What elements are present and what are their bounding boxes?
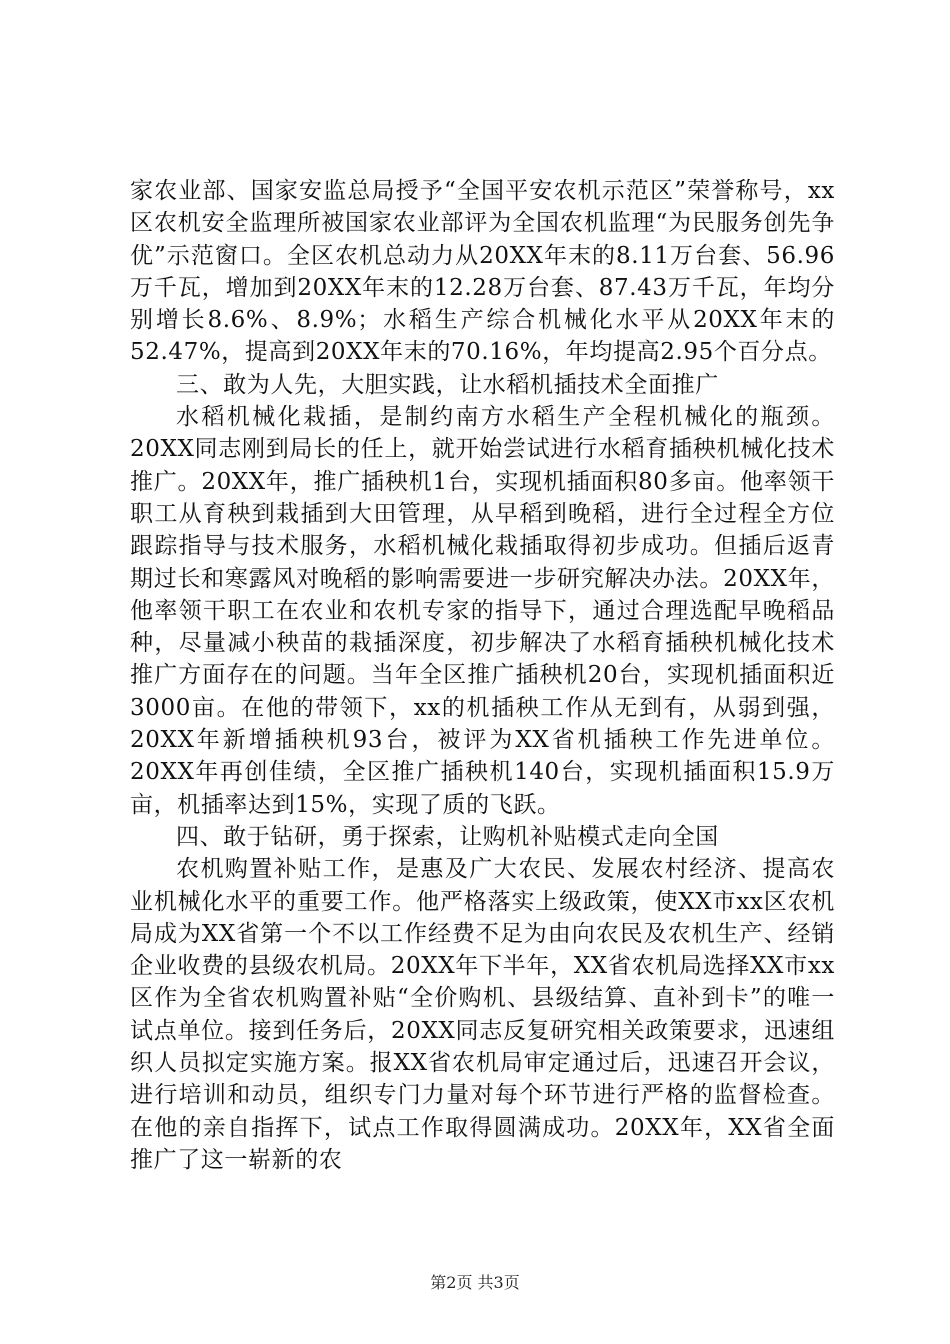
section-heading-4: 四、敢于钻研，勇于探索，让购机补贴模式走向全国 bbox=[176, 823, 719, 850]
page-number-footer: 第2页 共3页 bbox=[430, 1273, 520, 1292]
paragraph-continued: 家农业部、国家安监总局授予“全国平安农机示范区”荣誉称号，xx区农机安全监理所被国家农业部评为全国农机监理“为民服务创先争优”示范窗口。全区农机总动力从20XX年末的8.11万台套、56.96万千瓦，增加到20XX年末的12.28万台套、87.43万千瓦，年均分别增长8.6%、8.9%；水稻生产综合机械化水平从20XX年末的52.47%，提高到20XX年末的70.16%，年均提高2.95个百分点。 bbox=[130, 178, 835, 366]
paragraph-purchase-subsidy: 农机购置补贴工作，是惠及广大农民、发展农村经济、提高农业机械化水平的重要工作。他严格落实上级政策，使XX市xx区农机局成为XX省第一个不以工作经费不足为由向农民及农机生产、经销企业收费的县级农机局。20XX年下半年，XX省农机局选择XX市xx区作为全省农机购置补贴“全价购机、县级结算、直补到卡”的唯一试点单位。接到任务后，20XX同志反复研究相关政策要求，迅速组织人员拟定实施方案。报XX省农机局审定通过后，迅速召开会议，进行培训和动员，组织专门力量对每个环节进行严格的监督检查。在他的亲自指挥下，试点工作取得圆满成功。20XX年，XX省全面推广了这一崭新的农 bbox=[130, 856, 835, 1173]
document-body bbox=[130, 175, 835, 1176]
paragraph-rice-transplanting: 水稻机械化栽插，是制约南方水稻生产全程机械化的瓶颈。20XX同志刚到局长的任上，就开始尝试进行水稻育插秧机械化技术推广。20XX年，推广插秧机1台，实现机插面积80多亩。他率领干职工从育秧到栽插到大田管理，从早稻到晚稻，进行全过程全方位跟踪指导与技术服务，水稻机械化栽插取得初步成功。但插后返青期过长和寒露风对晚稻的影响需要进一步研究解决办法。20XX年，他率领干职工在农业和农机专家的指导下，通过合理选配早晚稻品种，尽量减小秧苗的栽插深度，初步解决了水稻育插秧机械化技术推广方面存在的问题。当年全区推广插秧机20台，实现机插面积近3000亩。在他的带领下，xx的机插秧工作从无到有，从弱到强，20XX年新增插秧机93台，被评为XX省机插秧工作先进单位。20XX年再创佳绩，全区推广插秧机140台，实现机插面积15.9万亩，机插率达到15%，实现了质的飞跃。 bbox=[130, 404, 835, 818]
section-heading-3: 三、敢为人先，大胆实践，让水稻机插技术全面推广 bbox=[176, 371, 719, 398]
